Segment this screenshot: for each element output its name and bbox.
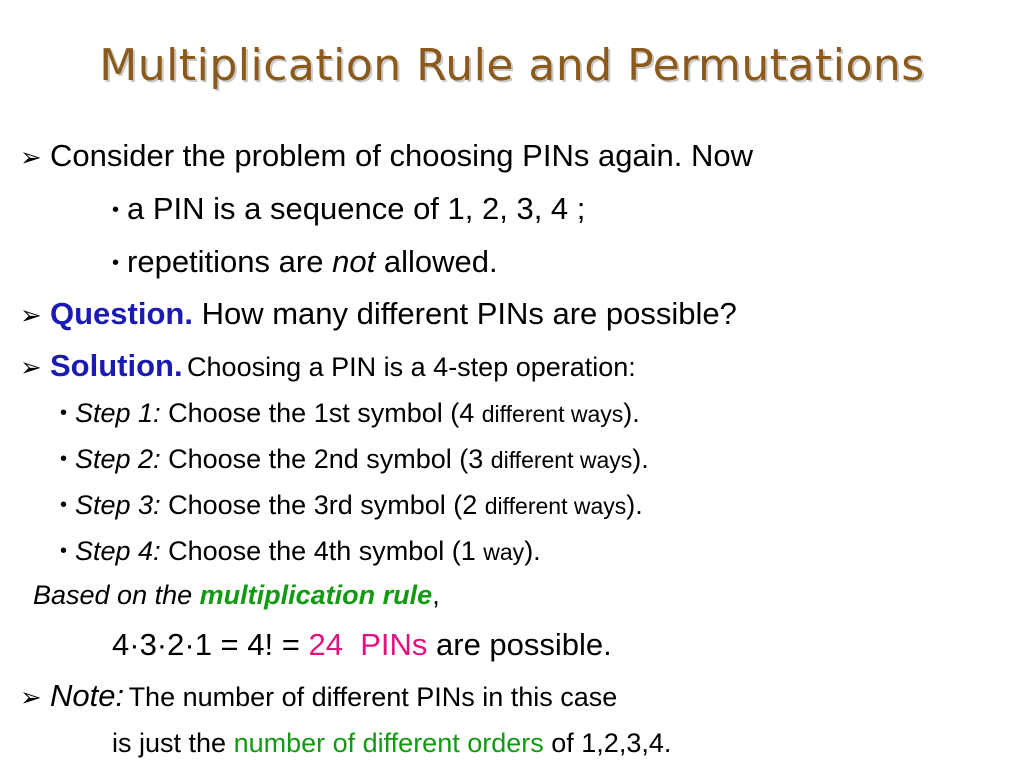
arrow-bullet-icon: ➢ [20,142,42,172]
step-ways: different ways [484,493,627,519]
dot-bullet-icon: • [60,448,68,470]
bullet-question [20,298,737,329]
step-label: Step 2: [75,444,161,474]
dot-bullet-icon: • [112,252,120,274]
step-text: Choose the 4th symbol (1 [168,536,476,566]
step-line [60,400,640,427]
bullet-consider [20,140,753,171]
step-text: Choose the 1st symbol (4 [168,398,475,428]
note-label: Note: [50,678,125,713]
step-text: Choose the 3rd symbol (2 [168,490,478,520]
result-value: 24 [308,627,343,662]
step-label: Step 1: [75,398,161,428]
sequence-text: a PIN is a sequence of 1, 2, 3, 4 ; [127,191,586,226]
step-text: Choose the 2nd symbol (3 [168,444,484,474]
step-end: ). [626,490,643,520]
slide-title: Multiplication Rule and Permutations [99,40,925,91]
dot-bullet-icon: • [60,402,68,424]
result-unit: PINs [360,627,428,662]
bullet-solution [20,350,636,381]
step-ways: way [483,539,525,565]
rule-name: multiplication rule [199,580,433,610]
step-line [60,538,541,565]
step-ways: different ways [490,447,633,473]
question-label: Question. [50,296,193,331]
dot-bullet-icon: • [60,540,68,562]
note-line-2 [112,730,671,757]
bullet-note [20,680,617,711]
step-end: ). [524,536,541,566]
arrow-bullet-icon: ➢ [20,682,42,712]
question-text: How many different PINs are possible? [201,296,737,331]
step-end: ). [623,398,640,428]
result-expression: 4·3·2·1 = 4! = [112,627,300,662]
note-line2-prefix: is just the [112,728,227,758]
dot-bullet-icon: • [112,199,120,221]
rule-suffix: , [432,580,440,610]
result-line [112,629,612,660]
step-line [60,492,643,519]
note-highlight: number of different orders [233,728,544,758]
rule-prefix: Based on the [33,580,193,610]
note-text: The number of different PINs in this case [128,682,618,712]
sub-bullet-sequence [112,193,585,224]
arrow-bullet-icon: ➢ [20,352,42,382]
sub-bullet-repetitions [112,246,498,277]
step-line [60,446,649,473]
repetitions-suffix: allowed. [383,244,498,279]
step-end: ). [632,444,649,474]
consider-text: Consider the problem of choosing PINs again. Now [50,138,754,173]
result-suffix: are possible. [436,627,612,662]
step-label: Step 3: [75,490,161,520]
step-ways: different ways [481,401,624,427]
solution-text: Choosing a PIN is a 4-step operation: [187,352,636,382]
note-line2-suffix: of 1,2,3,4. [551,728,672,758]
rule-line [33,582,440,609]
dot-bullet-icon: • [60,494,68,516]
arrow-bullet-icon: ➢ [20,300,42,330]
repetitions-not: not [332,244,376,279]
step-label: Step 4: [75,536,161,566]
solution-label: Solution. [50,348,183,383]
repetitions-prefix: repetitions are [127,244,324,279]
